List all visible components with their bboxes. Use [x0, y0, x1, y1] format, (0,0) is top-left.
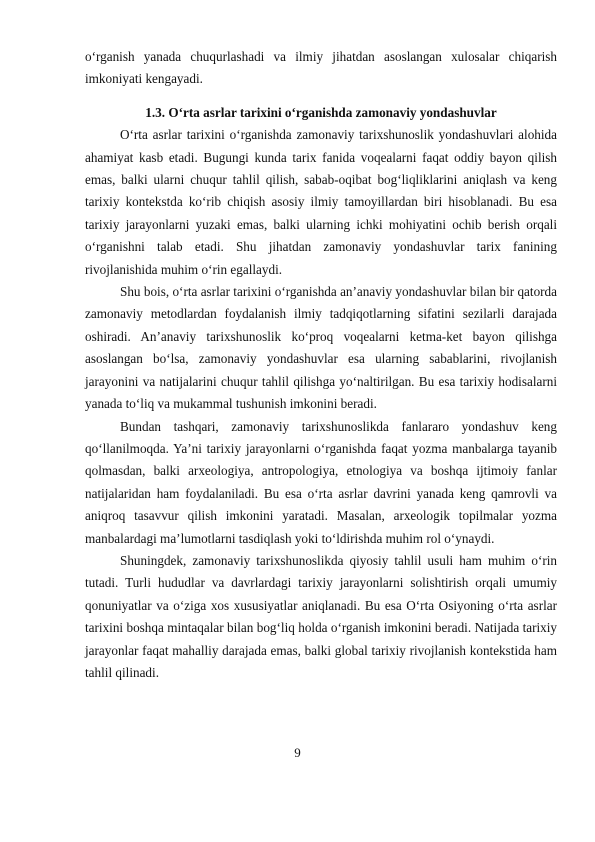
intro-paragraph: o‘rganish yanada chuqurlashadi va ilmiy jihatdan asoslangan xulosalar chiqarish imkoniyati kengayadi. — [85, 49, 557, 87]
document-page — [85, 46, 557, 684]
body-paragraph-3: Bundan tashqari, zamonaviy tarixshunoslikda fanlararo yondashuv keng qo‘llanilmoqda. Ya’ni tarixiy jarayonlarni o‘rganishda faqat yozma manbalarga tayanib qolmasdan, balki arxeologiya, antropologiya, etnologiya va boshqa ijtimoiy fanlar natijalaridan ham foydalaniladi. Bu esa o‘rta asrlar davrini yanada keng qamrovli va aniqroq tasavvur qilish imkonini yaratadi. Masalan, arxeologik topilmalar yozma manbalardagi ma’lumotlarni tasdiqlash yoki to‘ldirishda muhim rol o‘ynaydi. — [85, 418, 557, 546]
body-paragraph-2: Shu bois, o‘rta asrlar tarixini o‘rganishda an’anaviy yondashuvlar bilan bir qatorda zamonaviy metodlardan foydalanish ilmiy tadqiqotlarning sifatini sezilarli darajada oshiradi. An’anaviy tarixshunoslik ko‘proq voqealarni ketma-ket bayon qilishga asoslangan bo‘lsa, zamonaviy yondashuvlar esa ularning sabablarini, rivojlanish jarayonini va natijalarini chuqur tahlil qilishga yo‘naltirilgan. Bu esa tarixiy hodisalarni yanada to‘liq va mukammal tushunish imkonini beradi. — [85, 284, 557, 412]
body-paragraph-4: Shuningdek, zamonaviy tarixshunoslikda qiyosiy tahlil usuli ham muhim o‘rin tutadi. Turli hududlar va davrlardagi tarixiy jarayonlarni solishtirish orqali umumiy qonuniyatlar va o‘ziga xos xususiyatlar aniqlanadi. Bu esa O‘rta Osiyoning o‘rta asrlar tarixini boshqa mintaqalar bilan bog‘liq holda o‘rganish imkonini beradi. Natijada tarixiy jarayonlar faqat mahalliy darajada emas, balki global tarixiy rivojlanish kontekstida ham tahlil qilinadi. — [85, 552, 557, 680]
section-heading: 1.3. O‘rta asrlar tarixini o‘rganishda zamonaviy yondashuvlar — [145, 104, 497, 120]
body-paragraph-1: O‘rta asrlar tarixini o‘rganishda zamonaviy tarixshunoslik yondashuvlari alohida ahamiyat kasb etadi. Bugungi kunda tarix fanida voqealarni faqat oddiy bayon qilish emas, balki ularni chuqur tahlil qilish, sabab-oqibat bog‘liqliklarini aniqlash va keng tarixiy kontekstda ko‘rib chiqish asosiy ilmiy tamoyillardan biri hisoblanadi. Bu esa tarixiy jarayonlarni yuzaki emas, balki ularning ichki mohiyatini ochib berish orqali o‘rganishni talab etadi. Shu jihatdan zamonaviy yondashuvlar tarix fanining rivojlanishida muhim o‘rin egallaydi. — [85, 127, 557, 277]
page-number: 9 — [294, 745, 301, 760]
